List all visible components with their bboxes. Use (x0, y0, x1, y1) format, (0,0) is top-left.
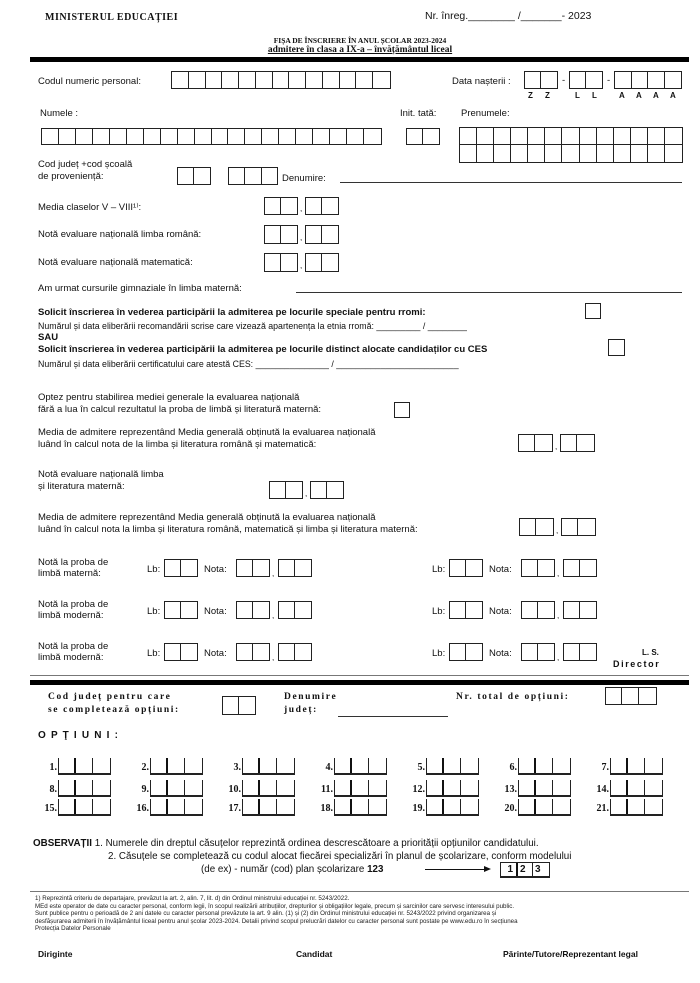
decimal-separator: , (300, 233, 303, 242)
mt-grade-label-2: și literatura maternă: (38, 481, 125, 492)
lang-3-right-language-code[interactable] (449, 643, 483, 661)
char-cell[interactable] (460, 145, 477, 162)
format-l1: L (575, 91, 580, 100)
char-cell[interactable] (460, 128, 477, 145)
decimal-separator: , (305, 489, 308, 498)
option-number: 12. (412, 784, 425, 795)
adm-avg1-dec[interactable] (560, 434, 595, 452)
observation-example: (de ex) - număr (cod) plan școlarizare 123 (201, 864, 384, 875)
option-number: 18. (320, 803, 333, 814)
option-number: 20. (504, 803, 517, 814)
char-cell[interactable] (545, 145, 562, 162)
option-number: 6. (509, 762, 517, 773)
option-number: 16. (136, 803, 149, 814)
option-number: 9. (141, 784, 149, 795)
option-15-input[interactable] (58, 799, 111, 816)
math-grade-int[interactable] (264, 253, 298, 272)
decimal-separator: , (557, 653, 560, 662)
lang-2-right-language-code[interactable] (449, 601, 483, 619)
lb-label: Lb: (432, 606, 446, 617)
char-cell[interactable] (195, 129, 212, 144)
mother-tongue-label: Am urmat cursurile gimnaziale în limba maternă: (38, 283, 242, 294)
adm-avg1-label-2: luând în calcul nota de la limba și literatura română și matematică: (38, 439, 317, 450)
nota-label: Nota: (204, 648, 227, 659)
char-cell[interactable] (323, 72, 340, 88)
lang-test-label: Notă la proba de limbă modernă: (38, 641, 109, 663)
mt-grade-dec[interactable] (310, 481, 344, 499)
option-number: 15. (44, 803, 57, 814)
lang-3-left-grade-dec[interactable] (278, 643, 312, 661)
char-cell[interactable] (189, 72, 206, 88)
school-code-input[interactable] (228, 167, 278, 185)
char-cell[interactable] (178, 129, 195, 144)
format-a2: A (636, 91, 642, 100)
option-number: 8. (49, 784, 57, 795)
char-cell[interactable] (665, 128, 682, 145)
birth-year-input[interactable] (614, 71, 682, 89)
format-a1: A (619, 91, 625, 100)
char-cell[interactable] (206, 72, 223, 88)
form-title: FIȘA DE ÎNSCRIERE ÎN ANUL ȘCOLAR 2023-2024 (273, 36, 447, 45)
stamp-ls: L. S. (642, 648, 659, 657)
example-code-boxes: 1 2 3 (500, 862, 550, 878)
avg-v-viii-label: Media claselor V – VIII¹⁾: (38, 202, 142, 213)
option-number: 17. (228, 803, 241, 814)
mother-tongue-input[interactable] (296, 292, 682, 293)
char-cell[interactable] (614, 145, 631, 162)
lang-3-right-grade-int[interactable] (521, 643, 555, 661)
decimal-separator: , (557, 569, 560, 578)
option-4-input[interactable] (334, 758, 387, 775)
char-cell[interactable] (528, 128, 545, 145)
county-code-input[interactable] (177, 167, 211, 185)
char-cell[interactable] (528, 145, 545, 162)
lang-2-left-language-code[interactable] (164, 601, 198, 619)
form-subtitle: admitere în clasa a IX-a – învățământul liceal (267, 45, 453, 55)
cnp-input[interactable] (171, 71, 391, 89)
adm-avg2-label-1: Media de admitere reprezentând Media generală obținută la evaluarea națională (38, 512, 376, 523)
nota-label: Nota: (489, 564, 512, 575)
decimal-separator: , (300, 204, 303, 213)
opt-exclude-label-2: fără a lua în calcul rezultatul la proba de limbă și literatură maternă: (38, 404, 322, 415)
char-cell[interactable] (172, 72, 189, 88)
char-cell[interactable] (356, 72, 373, 88)
char-cell[interactable] (494, 145, 511, 162)
lb-label: Lb: (147, 564, 161, 575)
signature-candidate: Candidat (296, 949, 333, 959)
option-2-input[interactable] (150, 758, 203, 775)
options-county-name-label: Denumire județ: (284, 692, 338, 715)
header-divider (30, 57, 689, 62)
options-county-name-input[interactable] (338, 716, 448, 717)
char-cell[interactable] (597, 145, 614, 162)
options-county-code-input[interactable] (222, 696, 256, 715)
lb-label: Lb: (147, 648, 161, 659)
options-total-label: Nr. total de opțiuni: (456, 692, 570, 702)
nota-label: Nota: (489, 606, 512, 617)
option-number: 2. (141, 762, 149, 773)
char-cell[interactable] (562, 145, 579, 162)
nota-label: Nota: (204, 606, 227, 617)
char-cell[interactable] (273, 72, 290, 88)
decimal-separator: , (556, 526, 559, 535)
ces-detail-label: Numărul și data eliberării certificatului care atestă CES: _______________ / _________________________ (38, 359, 459, 369)
char-cell[interactable] (245, 129, 262, 144)
char-cell[interactable] (511, 128, 528, 145)
lang-1-left-language-code[interactable] (164, 559, 198, 577)
school-code-label: Cod județ +cod școală de proveniență: (38, 159, 133, 182)
char-cell[interactable] (631, 145, 648, 162)
format-z1: Z (528, 91, 533, 100)
option-16-input[interactable] (150, 799, 203, 816)
options-total-input[interactable] (605, 687, 657, 705)
options-county-code-label: Cod județ pentru care se completează opțiuni: (48, 692, 180, 715)
char-cell[interactable] (580, 145, 597, 162)
ro-grade-int[interactable] (264, 225, 298, 244)
option-number: 4. (325, 762, 333, 773)
format-z2: Z (545, 91, 550, 100)
char-cell[interactable] (222, 72, 239, 88)
char-cell[interactable] (161, 129, 178, 144)
char-cell[interactable] (110, 129, 127, 144)
char-cell[interactable] (256, 72, 273, 88)
char-cell[interactable] (279, 129, 296, 144)
date-separator: - (607, 75, 611, 86)
adm-avg2-int[interactable] (519, 518, 554, 536)
date-separator: - (562, 75, 566, 86)
option-8-input[interactable] (58, 780, 111, 797)
adm-avg1-label-1: Media de admitere reprezentând Media generală obținută la evaluarea națională (38, 427, 376, 438)
char-cell[interactable] (364, 129, 381, 144)
ro-grade-dec[interactable] (305, 225, 339, 244)
lang-test-label: Notă la proba de limbă maternă: (38, 557, 109, 579)
option-number: 13. (504, 784, 517, 795)
surname-input[interactable] (41, 128, 382, 145)
footnote-divider (30, 891, 689, 892)
observation-2: 2. Căsuțele se completează cu codul alocat fiecărei specializări în planul de școlarizare, conform modelului (108, 851, 572, 862)
lang-test-label: Notă la proba de limbă modernă: (38, 599, 109, 621)
char-cell[interactable] (212, 129, 229, 144)
option-number: 11. (321, 784, 333, 795)
options-divider (30, 680, 689, 685)
option-5-input[interactable] (426, 758, 479, 775)
avg-v-viii-dec[interactable] (305, 197, 339, 215)
option-9-input[interactable] (150, 780, 203, 797)
char-cell[interactable] (477, 128, 494, 145)
math-grade-dec[interactable] (305, 253, 339, 272)
opt-exclude-label-1: Optez pentru stabilirea mediei generale la evaluarea națională (38, 392, 300, 403)
char-cell[interactable] (228, 129, 245, 144)
char-cell[interactable] (648, 128, 665, 145)
char-cell[interactable] (665, 145, 682, 162)
char-cell[interactable] (296, 129, 313, 144)
option-number: 7. (601, 762, 609, 773)
option-7-input[interactable] (610, 758, 663, 775)
char-cell[interactable] (313, 129, 330, 144)
char-cell[interactable] (373, 72, 390, 88)
lang-2-left-grade-dec[interactable] (278, 601, 312, 619)
option-number: 5. (417, 762, 425, 773)
lang-2-right-grade-dec[interactable] (563, 601, 597, 619)
option-number: 1. (49, 762, 57, 773)
decimal-separator: , (272, 569, 275, 578)
option-11-input[interactable] (334, 780, 387, 797)
decimal-separator: , (555, 442, 558, 451)
mt-grade-int[interactable] (269, 481, 303, 499)
option-14-input[interactable] (610, 780, 663, 797)
option-20-input[interactable] (518, 799, 571, 816)
firstname-label: Prenumele: (461, 108, 510, 119)
lang-1-left-grade-dec[interactable] (278, 559, 312, 577)
arrow-head-icon (484, 866, 491, 872)
char-cell[interactable] (347, 129, 364, 144)
char-cell[interactable] (262, 129, 279, 144)
nota-label: Nota: (204, 564, 227, 575)
option-number: 3. (233, 762, 241, 773)
format-a4: A (670, 91, 676, 100)
option-6-input[interactable] (518, 758, 571, 775)
observation-1: OBSERVAȚII 1. Numerele din dreptul căsuțelor reprezintă ordinea descrescătoare a priorității opțiunilor candidatului. (33, 838, 539, 849)
option-21-input[interactable] (610, 799, 663, 816)
char-cell[interactable] (340, 72, 357, 88)
lang-3-left-language-code[interactable] (164, 643, 198, 661)
char-cell[interactable] (76, 129, 93, 144)
cnp-label: Codul numeric personal: (38, 76, 141, 87)
char-cell[interactable] (614, 128, 631, 145)
mt-grade-label-1: Notă evaluare națională limba (38, 469, 164, 480)
ces-request-label: Solicit înscrierea în vederea participării la admiterea pe locurile distinct alocate candidaților cu CES (38, 344, 488, 355)
option-3-input[interactable] (242, 758, 295, 775)
option-17-input[interactable] (242, 799, 295, 816)
option-number: 21. (596, 803, 609, 814)
math-grade-label: Notă evaluare națională matematică: (38, 257, 193, 268)
lang-3-left-grade-int[interactable] (236, 643, 270, 661)
option-10-input[interactable] (242, 780, 295, 797)
lang-1-right-grade-int[interactable] (521, 559, 555, 577)
option-number: 14. (596, 784, 609, 795)
char-cell[interactable] (42, 129, 59, 144)
lb-label: Lb: (432, 648, 446, 659)
rroma-detail-label: Numărul și data eliberării recomandării scrise care vizează apartenența la etnia rromă: _________ / ________ (38, 321, 467, 331)
char-cell[interactable] (631, 128, 648, 145)
option-13-input[interactable] (518, 780, 571, 797)
school-name-input[interactable] (340, 182, 682, 183)
lang-3-right-grade-dec[interactable] (563, 643, 597, 661)
format-a3: A (653, 91, 659, 100)
lb-label: Lb: (147, 606, 161, 617)
school-name-label: Denumire: (282, 173, 326, 184)
decimal-separator: , (300, 261, 303, 270)
char-cell[interactable] (545, 128, 562, 145)
char-cell[interactable] (511, 145, 528, 162)
lang-1-right-language-code[interactable] (449, 559, 483, 577)
arrow-icon (425, 869, 485, 870)
avg-v-viii-int[interactable] (264, 197, 298, 215)
adm-avg1-int[interactable] (518, 434, 553, 452)
surname-label: Numele : (40, 108, 79, 119)
char-cell[interactable] (127, 129, 144, 144)
adm-avg2-label-2: luând în calcul nota la limba și literatura română, matematică și limba și literatura maternă: (38, 524, 418, 535)
decimal-separator: , (272, 611, 275, 620)
format-l2: L (592, 91, 597, 100)
birth-month-input[interactable] (569, 71, 603, 89)
char-cell[interactable] (289, 72, 306, 88)
char-cell[interactable] (93, 129, 110, 144)
option-number: 19. (412, 803, 425, 814)
father-initial-label: Init. tată: (400, 108, 437, 119)
ces-checkbox[interactable] (608, 339, 625, 356)
char-cell[interactable] (144, 129, 161, 144)
rroma-checkbox[interactable] (585, 303, 601, 319)
ro-grade-label: Notă evaluare națională limba română: (38, 229, 202, 240)
birth-date-label: Data nașterii : (452, 76, 511, 87)
lb-label: Lb: (432, 564, 446, 575)
char-cell[interactable] (562, 128, 579, 145)
char-cell[interactable] (494, 128, 511, 145)
char-cell[interactable] (648, 145, 665, 162)
rroma-request-label: Solicit înscrierea în vederea participării la admiterea pe locurile speciale pentru rromi: (38, 307, 426, 318)
option-number: 10. (228, 784, 241, 795)
char-cell[interactable] (597, 128, 614, 145)
registration-number: Nr. înreg.________ /_______- 2023 (425, 10, 592, 22)
section-divider (30, 675, 689, 676)
lang-1-left-grade-int[interactable] (236, 559, 270, 577)
option-1-input[interactable] (58, 758, 111, 775)
char-cell[interactable] (580, 128, 597, 145)
char-cell[interactable] (330, 129, 347, 144)
decimal-separator: , (557, 611, 560, 620)
options-title: O P Ţ I U N I : (38, 730, 120, 741)
signature-homeroom: Diriginte (38, 949, 73, 959)
stamp-director: Director (613, 659, 661, 669)
or-label: SAU (38, 332, 59, 343)
birth-day-input[interactable] (524, 71, 558, 89)
adm-avg2-dec[interactable] (561, 518, 596, 536)
char-cell[interactable] (306, 72, 323, 88)
option-19-input[interactable] (426, 799, 479, 816)
ministry-name: MINISTERUL EDUCAȚIEI (45, 12, 179, 23)
firstname-input[interactable] (459, 127, 683, 163)
opt-exclude-checkbox[interactable] (394, 402, 410, 418)
signature-parent: Părinte/Tutore/Reprezentant legal (503, 949, 638, 959)
decimal-separator: , (272, 653, 275, 662)
lang-1-right-grade-dec[interactable] (563, 559, 597, 577)
option-18-input[interactable] (334, 799, 387, 816)
lang-2-right-grade-int[interactable] (521, 601, 555, 619)
option-12-input[interactable] (426, 780, 479, 797)
father-initial-input[interactable] (406, 128, 440, 145)
footnotes: 1) Reprezintă criteriu de departajare, prevăzut la art. 2, alin. 7, lit. d) din Ordinul ministrului educației nr. 5243/2022. MEd este operator de date cu caracter personal, conform legii, în scopul realizării atribuțiilor, drepturilor și obligațiilor legale, precum și sarcinilor care servesc interesului public. Sunt publice pentru o perioadă de 2 ani datele cu caracter personal prevăzute la art. 9 alin. (1) și (2) din Ordinul ministrului educației nr. 5243/2022 privind organizarea și desfășurarea admiterii în învățământul liceal pentru anul școlar 2023-2024. Detalii privind scopul prelucrări datelor cu caracter personal sunt postate pe www.edu.ro în secțiunea Protecția Datelor Personale (35, 895, 518, 933)
char-cell[interactable] (477, 145, 494, 162)
char-cell[interactable] (239, 72, 256, 88)
char-cell[interactable] (59, 129, 76, 144)
lang-2-left-grade-int[interactable] (236, 601, 270, 619)
nota-label: Nota: (489, 648, 512, 659)
